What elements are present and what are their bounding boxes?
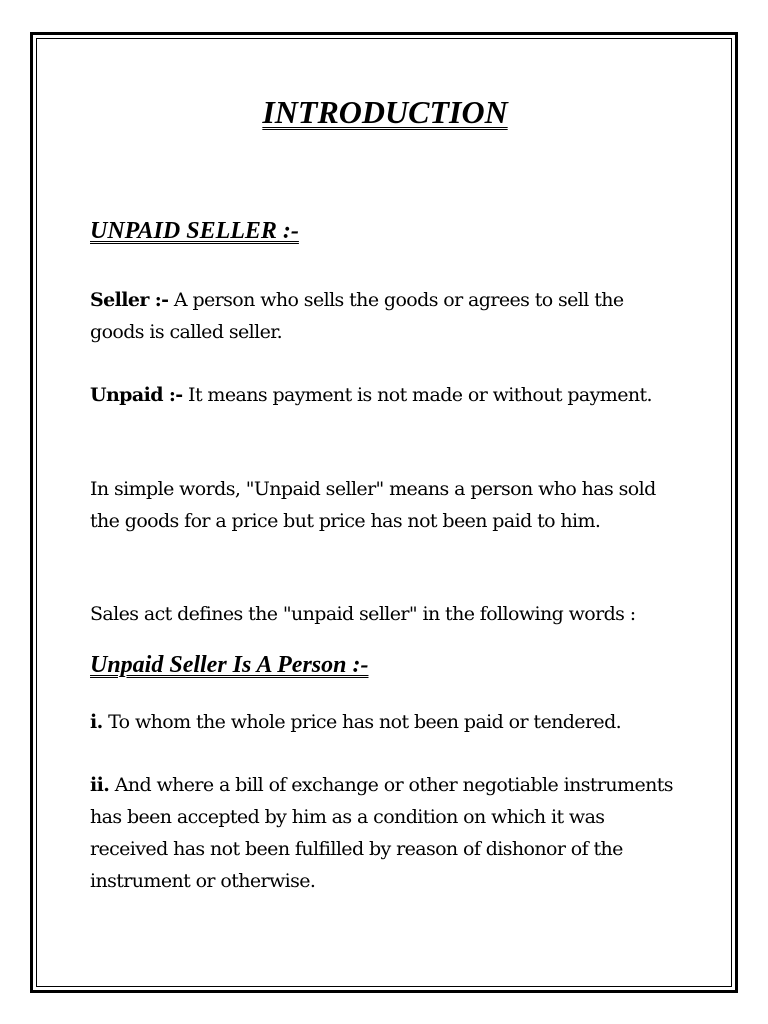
sub-heading: Unpaid Seller Is A Person :- xyxy=(90,652,369,678)
list-item xyxy=(90,769,680,897)
unpaid-def-text: It means payment is not made or without payment. xyxy=(182,384,652,406)
seller-term: Seller :- xyxy=(90,289,169,311)
simple-words-paragraph: In simple words, "Unpaid seller" means a person who has sold the goods for a price but price has not been paid to him. xyxy=(90,478,656,532)
document-title: INTRODUCTION xyxy=(262,94,508,130)
section-heading: UNPAID SELLER :- xyxy=(90,218,299,244)
sales-act-paragraph: Sales act defines the "unpaid seller" in the following words : xyxy=(90,603,636,625)
list-item-text: And where a bill of exchange or other negotiable instruments has been accepted by him as a condition on which it was received has not been fulfilled by reason of dishonor of the instrument or otherwise. xyxy=(90,774,673,892)
unpaid-definition xyxy=(90,379,680,411)
list-item-number: i. xyxy=(90,711,103,733)
seller-definition xyxy=(90,284,680,348)
list-item-number: ii. xyxy=(90,774,110,796)
list-item xyxy=(90,706,680,738)
seller-def-text: A person who sells the goods or agrees to sell the goods is called seller. xyxy=(90,289,624,343)
list-item-text: To whom the whole price has not been paid or tendered. xyxy=(102,711,622,733)
unpaid-term: Unpaid :- xyxy=(90,384,183,406)
